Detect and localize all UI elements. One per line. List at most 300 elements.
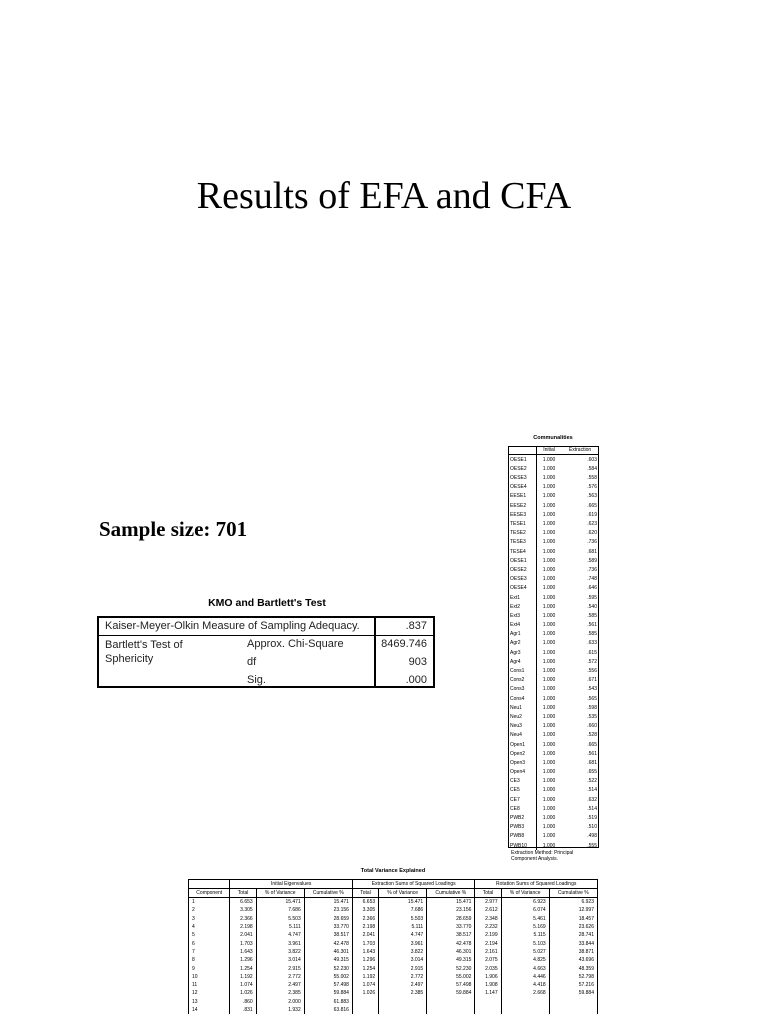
tve-cell [501,998,549,1006]
tve-cell: 5.461 [501,915,549,923]
initial-value: 1.000 [542,566,556,573]
tve-cell: 2.000 [256,998,304,1006]
variable-name: Open4 [508,768,537,777]
tve-cell: 3.014 [256,956,304,964]
communalities-row [508,694,599,703]
tve-cell: 28.659 [304,915,352,923]
communalities-row [508,758,599,767]
initial-value: 1.000 [542,759,556,766]
tve-cell: 57.498 [427,981,475,989]
component-number: 11 [189,981,230,989]
initial-value: 1.000 [542,557,556,564]
variable-name: Open2 [508,749,537,758]
tve-cell: 1.932 [256,1006,304,1014]
variable-name: EESE3 [508,510,537,519]
communalities-header-row [508,446,599,455]
tve-cell: 1.643 [352,948,378,956]
extraction-value: .522 [587,778,597,785]
tve-cell: 5.115 [501,931,549,939]
extraction-value: .595 [587,594,597,601]
extraction-value: .572 [587,658,597,665]
variable-name: CE5 [508,786,537,795]
extraction-value: .535 [587,713,597,720]
tve-cell: 2.497 [256,981,304,989]
tve-row [189,998,598,1006]
communalities-row [508,556,599,565]
initial-value: 1.000 [542,796,556,803]
kmo-table [97,616,435,688]
communalities-row [508,712,599,721]
tve-cell: 28.741 [549,931,597,939]
tve-cell [427,1006,475,1014]
tve-cell: 5.503 [256,915,304,923]
tve-sub-header: Total [352,889,378,898]
tve-title: Total Variance Explained [360,868,426,874]
extraction-value: .665 [587,502,597,509]
initial-value: 1.000 [542,502,556,509]
variable-name: Neu4 [508,731,537,740]
initial-value: 1.000 [542,686,556,693]
tve-cell: 2.041 [230,931,256,939]
extraction-value: .584 [587,465,597,472]
variable-name: Ext2 [508,602,537,611]
tve-sub-header-row [189,889,598,898]
tve-cell: 4.446 [501,973,549,981]
initial-value: 1.000 [542,640,556,647]
extraction-value: .681 [587,548,597,555]
tve-cell: .831 [230,1006,256,1014]
extraction-value: .655 [587,769,597,776]
tve-cell: 52.230 [427,964,475,972]
initial-value: 1.000 [542,576,556,583]
extraction-value: .585 [587,631,597,638]
tve-cell: 49.315 [304,956,352,964]
component-number: 2 [189,906,230,914]
tve-cell: 3.961 [379,939,427,947]
tve-cell: 61.883 [304,998,352,1006]
communalities-header: Initial [537,446,562,455]
tve-cell: 63.816 [304,1006,352,1014]
tve-cell: 23.626 [549,923,597,931]
component-number: 3 [189,915,230,923]
variable-name: OESE4 [508,584,537,593]
tve-cell: 33.770 [304,923,352,931]
tve-cell: .860 [230,998,256,1006]
variable-name: EESE2 [508,501,537,510]
extraction-value: .561 [587,750,597,757]
communalities-row [508,602,599,611]
extraction-value: .632 [587,796,597,803]
tve-sub-header: % of Variance [379,889,427,898]
communalities-row [508,611,599,620]
initial-value: 1.000 [542,465,556,472]
initial-value: 1.000 [542,612,556,619]
communalities-row [508,630,599,639]
communalities-row [508,621,599,630]
component-number: 13 [189,998,230,1006]
variable-name: Agr2 [508,639,537,648]
variable-name: Agr3 [508,648,537,657]
variable-name: Cons1 [508,667,537,676]
initial-value: 1.000 [542,585,556,592]
tve-cell: 38.517 [427,931,475,939]
tve-cell: 6.653 [230,898,256,907]
tve-cell: 38.871 [549,948,597,956]
tve-cell: 1.703 [230,939,256,947]
tve-cell: 7.686 [379,906,427,914]
initial-value: 1.000 [542,842,556,849]
variable-name: EESE1 [508,492,537,501]
communalities-row [508,804,599,813]
tve-cell: 3.822 [256,948,304,956]
variable-name: Cons4 [508,694,537,703]
tve-cell: 4.747 [379,931,427,939]
variable-name: Ext1 [508,593,537,602]
tve-cell [352,1006,378,1014]
tve-cell: 59.884 [304,989,352,997]
tve-cell: 15.471 [304,898,352,907]
extraction-value: .646 [587,585,597,592]
variable-name: Neu1 [508,703,537,712]
tve-cell: 2.385 [379,989,427,997]
tve-row [189,948,598,956]
communalities-row [508,786,599,795]
communalities-footnote: Extraction Method: Principal Component Analysis. [511,850,574,862]
kmo-column-divider [374,618,376,686]
tve-cell: 1.192 [230,973,256,981]
initial-value: 1.000 [542,668,556,674]
chi-square-label: Approx. Chi-Square [247,638,344,650]
tve-cell: 15.471 [256,898,304,907]
tve-cell: 46.301 [427,948,475,956]
communalities-row [508,795,599,804]
tve-sub-header: Total [475,889,501,898]
component-number: 7 [189,948,230,956]
kmo-row-divider [99,635,433,636]
communalities-row [508,657,599,666]
variable-name: OESE1 [508,556,537,565]
tve-sub-header: Cumulative % [304,889,352,898]
extraction-value: .540 [587,603,597,610]
tve-sub-header: Total [230,889,256,898]
tve-cell: 48.359 [549,964,597,972]
tve-cell: 42.478 [427,939,475,947]
variable-name: TESE4 [508,547,537,556]
extraction-value: .615 [587,649,597,656]
communalities-row [508,648,599,657]
tve-cell: 2.385 [256,989,304,997]
tve-cell: 1.026 [352,989,378,997]
extraction-value: .620 [587,530,597,537]
tve-cell: 1.643 [230,948,256,956]
extraction-value: .736 [587,539,597,546]
tve-row [189,915,598,923]
tve-cell: 43.696 [549,956,597,964]
variable-name: OESE3 [508,474,537,483]
kmo-table-title: KMO and Bartlett's Test [208,597,326,609]
tve-row [189,964,598,972]
communalities-row [508,685,599,694]
tve-cell: 3.961 [256,939,304,947]
tve-cell: 2.075 [475,956,501,964]
tve-cell: 2.772 [379,973,427,981]
tve-cell: 23.156 [427,906,475,914]
tve-cell: 12.997 [549,906,597,914]
initial-value: 1.000 [542,511,556,518]
extraction-value: .585 [587,612,597,619]
tve-cell: 57.498 [304,981,352,989]
variable-name: Neu3 [508,722,537,731]
tve-group-header: Rotation Sums of Squared Loadings [475,880,598,889]
sig-value: .000 [405,674,427,686]
communalities-table [508,446,599,850]
initial-value: 1.000 [542,741,556,748]
tve-cell: 4.663 [501,964,549,972]
communalities-row [508,547,599,556]
tve-cell: 5.169 [501,923,549,931]
tve-cell [501,1006,549,1014]
initial-value: 1.000 [542,594,556,601]
extraction-value: .558 [587,475,597,482]
initial-value: 1.000 [542,677,556,684]
initial-value: 1.000 [542,732,556,739]
tve-cell: 46.301 [304,948,352,956]
communalities-row [508,768,599,777]
variable-name: PWB8 [508,832,537,841]
extraction-value: .598 [587,704,597,711]
initial-value: 1.000 [542,548,556,555]
initial-value: 1.000 [542,815,556,821]
communalities-row [508,474,599,483]
extraction-value: .681 [587,759,597,766]
tve-cell [352,998,378,1006]
tve-cell: 49.315 [427,956,475,964]
extraction-value: .748 [587,576,597,583]
page-title: Results of EFA and CFA [196,175,572,217]
tve-cell: 2.198 [352,923,378,931]
variable-name: OESE2 [508,565,537,574]
communalities-row [508,501,599,510]
tve-cell: 33.770 [427,923,475,931]
tve-cell: 3.305 [230,906,256,914]
variable-name: CE8 [508,804,537,813]
tve-cell: 2.232 [475,923,501,931]
tve-cell: 1.908 [475,981,501,989]
initial-value: 1.000 [542,484,556,491]
extraction-value: .576 [587,484,597,491]
tve-cell: 2.041 [352,931,378,939]
tve-cell: 2.497 [379,981,427,989]
tve-cell: 1.296 [352,956,378,964]
tve-cell: 59.884 [549,989,597,997]
communalities-row [508,510,599,519]
tve-row [189,906,598,914]
communalities-row [508,740,599,749]
communalities-row [508,593,599,602]
extraction-value: .603 [587,456,597,463]
tve-cell: 5.103 [501,939,549,947]
tve-cell: 23.156 [304,906,352,914]
initial-value: 1.000 [542,805,556,812]
tve-cell: 1.026 [230,989,256,997]
tve-cell: 38.517 [304,931,352,939]
tve-row [189,931,598,939]
variable-name: PWB3 [508,823,537,832]
tve-cell: 2.366 [352,915,378,923]
extraction-value: .633 [587,640,597,647]
tve-cell: 1.254 [230,964,256,972]
tve-cell: 2.348 [475,915,501,923]
extraction-value: .589 [587,557,597,564]
tve-sub-header: Cumulative % [427,889,475,898]
chi-square-value: 8469.746 [381,638,427,650]
communalities-row [508,676,599,685]
tve-cell: 18.457 [549,915,597,923]
tve-cell: 1.703 [352,939,378,947]
variable-name: Ext4 [508,621,537,630]
communalities-row [508,520,599,529]
component-number: 8 [189,956,230,964]
tve-cell [475,1006,501,1014]
initial-value: 1.000 [542,769,556,776]
variable-name: OESE3 [508,575,537,584]
initial-value: 1.000 [542,713,556,720]
tve-sub-header: % of Variance [501,889,549,898]
tve-cell: 2.977 [475,898,501,907]
tve-cell [475,998,501,1006]
tve-cell: 55.002 [427,973,475,981]
component-number: 5 [189,931,230,939]
initial-value: 1.000 [542,539,556,546]
communalities-title: Communalities [533,435,573,441]
tve-row [189,939,598,947]
communalities-row [508,777,599,786]
component-number: 4 [189,923,230,931]
communalities-row [508,814,599,823]
variable-name: Neu2 [508,712,537,721]
tve-cell: 6.074 [501,906,549,914]
tve-corner [189,880,230,889]
variable-name: PWB2 [508,814,537,823]
communalities-row [508,575,599,584]
variable-name: CE3 [508,777,537,786]
tve-cell: 59.884 [427,989,475,997]
communalities-row [508,731,599,740]
extraction-value: .498 [587,833,597,840]
extraction-value: .555 [587,842,597,849]
tve-cell: 4.418 [501,981,549,989]
variable-name: PWB10 [508,841,537,850]
df-label: df [247,656,257,668]
initial-value: 1.000 [542,456,556,463]
variable-name: Cons3 [508,685,537,694]
variable-name: OESE4 [508,483,537,492]
variable-name: TESE3 [508,538,537,547]
tve-cell: 2.366 [230,915,256,923]
component-number: 6 [189,939,230,947]
tve-cell: 2.194 [475,939,501,947]
extraction-value: .563 [587,493,597,500]
communalities-row [508,749,599,758]
tve-cell: 57.216 [549,981,597,989]
initial-value: 1.000 [542,475,556,482]
initial-value: 1.000 [542,723,556,730]
tve-cell: 1.074 [352,981,378,989]
tve-cell: 3.305 [352,906,378,914]
extraction-value: .561 [587,622,597,629]
tve-cell: 1.074 [230,981,256,989]
tve-cell [549,1006,597,1014]
extraction-value: .543 [587,686,597,693]
tve-group-header: Extraction Sums of Squared Loadings [352,880,474,889]
component-number: 12 [189,989,230,997]
variable-name: Ext3 [508,611,537,620]
variable-name: OESE1 [508,455,537,465]
tve-cell: 5.503 [379,915,427,923]
tve-cell: 5.027 [501,948,549,956]
component-number: 14 [189,1006,230,1014]
tve-cell: 1.147 [475,989,501,997]
extraction-value: .671 [587,677,597,684]
sig-label: Sig. [247,674,266,686]
communalities-row [508,667,599,676]
variable-name: TESE2 [508,529,537,538]
initial-value: 1.000 [542,649,556,656]
extraction-value: .660 [587,723,597,730]
initial-value: 1.000 [542,833,556,840]
communalities-header [508,446,537,455]
tve-cell: 2.668 [501,989,549,997]
tve-row [189,981,598,989]
variable-name: Agr4 [508,657,537,666]
communalities-row [508,823,599,832]
sample-size: Sample size: 701 [99,517,248,541]
tve-cell: 4.747 [256,931,304,939]
tve-cell: 1.296 [230,956,256,964]
extraction-value: .514 [587,805,597,812]
tve-row [189,1006,598,1014]
communalities-row [508,492,599,501]
tve-cell: 6.923 [501,898,549,907]
extraction-value: .514 [587,787,597,794]
initial-value: 1.000 [542,631,556,638]
tve-cell: 2.161 [475,948,501,956]
tve-cell: 2.199 [475,931,501,939]
tve-cell: 2.915 [379,964,427,972]
variable-name: Open1 [508,740,537,749]
tve-cell [379,1006,427,1014]
tve-cell: 2.035 [475,964,501,972]
extraction-value: .665 [587,741,597,748]
communalities-row [508,538,599,547]
tve-group-header-row [189,880,598,889]
tve-row [189,898,598,907]
initial-value: 1.000 [542,787,556,794]
tve-row [189,973,598,981]
communalities-row [508,584,599,593]
tve-cell: 2.915 [256,964,304,972]
tve-cell: 5.111 [379,923,427,931]
tve-cell: 5.111 [256,923,304,931]
variable-name: TESE1 [508,520,537,529]
tve-cell: 2.612 [475,906,501,914]
initial-value: 1.000 [542,824,556,831]
extraction-value: .556 [587,668,597,674]
tve-cell [427,998,475,1006]
tve-cell [379,998,427,1006]
initial-value: 1.000 [542,493,556,500]
communalities-row [508,455,599,465]
